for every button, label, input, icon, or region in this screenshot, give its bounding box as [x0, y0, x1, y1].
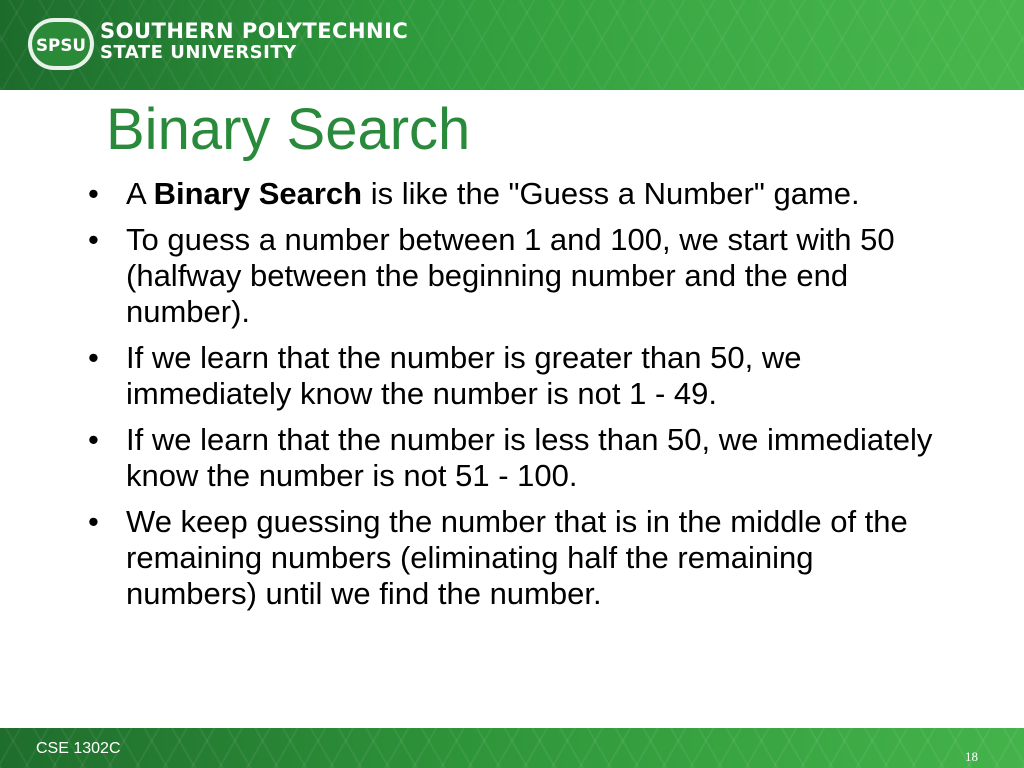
spsu-logo	[28, 18, 94, 70]
bullet-list	[86, 176, 946, 622]
header-banner	[0, 0, 1024, 90]
bullet-item-1	[86, 176, 946, 212]
bullet-marker: •	[88, 176, 99, 211]
svg-text:SPSU: SPSU	[36, 36, 86, 56]
university-name-line2: STATE UNIVERSITY	[100, 42, 297, 64]
bullet-marker: •	[88, 422, 99, 457]
footer-bar	[0, 728, 1024, 768]
slide-title: Binary Search	[106, 97, 471, 162]
university-name-line1: SOUTHERN POLYTECHNIC	[100, 19, 409, 43]
bullet-text-bold: Binary Search	[153, 176, 363, 211]
bullet-text: We keep guessing the number that is in the middle of the remaining numbers (eliminating half the remaining numbers) until we find the number.	[126, 504, 908, 611]
bullet-item-2	[86, 222, 946, 330]
bullet-item-4	[86, 422, 946, 494]
bullet-marker: •	[88, 222, 99, 257]
university-name	[100, 20, 408, 63]
spsu-logo-mark	[33, 30, 89, 58]
bullet-marker: •	[88, 504, 99, 539]
course-label: CSE 1302C	[36, 740, 121, 757]
page-number: 18	[965, 749, 978, 764]
bullet-marker: •	[88, 340, 99, 375]
bullet-text-suffix: is like the "Guess a Number" game.	[362, 176, 860, 211]
bullet-item-3	[86, 340, 946, 412]
bullet-item-5	[86, 504, 946, 612]
bullet-text: To guess a number between 1 and 100, we start with 50 (halfway between the beginning number and the end number).	[126, 222, 895, 329]
bullet-text: If we learn that the number is less than 50, we immediately know the number is not 51 - 100.	[126, 422, 933, 493]
bullet-text-prefix: A	[126, 176, 154, 211]
bullet-text: If we learn that the number is greater than 50, we immediately know the number is not 1 - 49.	[126, 340, 802, 411]
